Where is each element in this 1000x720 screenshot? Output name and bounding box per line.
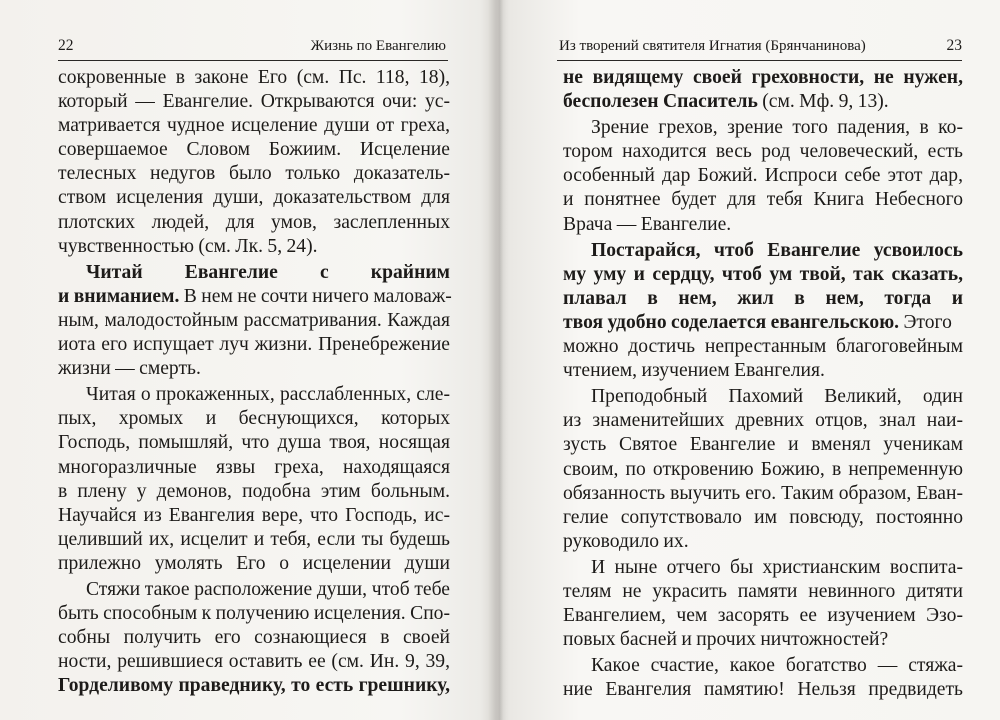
text-line: из знаменитейших древних отцов, знал наи-	[563, 410, 963, 432]
text-line-bold: му уму и сердцу, чтоб ум твой, так сказать,	[563, 263, 963, 285]
text-line: совершаемое Словом Божиим. Исцеление	[58, 139, 450, 161]
text-line: пых, хромых и беснующихся, которых	[58, 408, 450, 430]
text-span: Этого	[899, 311, 952, 333]
text-line: гелие сопутствовало им повсюду, постоянно	[563, 506, 963, 528]
text-line: ние Евангелия памятию! Нельзя предвидеть	[563, 679, 963, 701]
text-line-bold: плавал в нем, жил в нем, тогда и	[563, 287, 963, 309]
text-line: матривается чудное исцеление души от греха,	[58, 115, 450, 137]
bold-phrase: твоя удобно соделается евангельскою.	[563, 311, 900, 333]
text-line-mixed	[563, 311, 963, 335]
page-number: 23	[946, 37, 962, 54]
text-line: чтением, изучением Евангелия.	[563, 360, 825, 382]
text-line: и понятнее будет для тебя Книга Небесного	[563, 189, 963, 211]
text-line: который — Евангелие. Открываются очи: ус-	[58, 91, 450, 113]
text-line: Какое счастие, какое богатство — стяжа-	[591, 655, 963, 677]
page-number: 22	[58, 37, 74, 54]
text-line: в плену у демонов, подобна этим больным.	[58, 480, 450, 502]
left-page-text	[58, 66, 450, 698]
text-line: многоразличные язвы греха, находящаяся	[58, 456, 450, 478]
text-line: тором находится весь род человеческий, есть	[563, 141, 963, 163]
text-line-bold: не видящему своей греховности, не нужен,	[563, 67, 963, 88]
text-line: особенный дар Божий. Испроси себе этот дар,	[563, 165, 963, 187]
right-page-header	[557, 32, 962, 61]
text-line: плотских людей, для умов, заслепленных	[58, 211, 450, 233]
text-line: целивший их, исцелит и тебя, если ты будешь	[58, 528, 450, 550]
running-title: Жизнь по Евангелию	[310, 38, 446, 54]
text-line: повых басней и прочих ничтожностей?	[563, 629, 889, 651]
text-line: своим, по откровению Божию, в непременную	[563, 458, 963, 480]
text-line: Зрение грехов, зрение того падения, в ко-	[591, 117, 963, 139]
text-line: Преподобный Пахомий Великий, один	[591, 386, 963, 408]
text-line: чувственностью (см. Лк. 5, 24).	[58, 235, 318, 257]
text-line: жизни — смерть.	[58, 358, 201, 380]
text-span: В нем не сочти ничего маловаж-	[179, 285, 452, 307]
right-page-text	[563, 66, 963, 702]
text-line: Читая о прокаженных, расслабленных, сле-	[86, 384, 450, 406]
text-line: зусть Святое Евангелие и вменял ученикам	[563, 434, 963, 456]
text-line-mixed	[58, 285, 450, 309]
text-line-mixed	[563, 90, 963, 114]
text-span: (см. Мф. 9, 13).	[757, 91, 889, 113]
text-line: прилежно умолять Его о исцелении души	[58, 552, 450, 574]
text-line: собны получить его сознающиеся в своей	[58, 627, 450, 649]
text-line-bold: Читай Евангелие с крайним	[86, 261, 450, 283]
running-title: Из творений святителя Игнатия (Брянчанинова)	[559, 38, 866, 54]
text-line: ным, малодостойным рассматривания. Каждая	[58, 309, 450, 331]
text-line: Стяжи такое расположение души, чтоб тебе	[86, 578, 450, 600]
text-line: Евангелием, чем засорять ее изучением Эзо-	[563, 605, 963, 627]
bold-phrase: и вниманием.	[58, 285, 180, 307]
text-line: ности, решившиеся оставить ее (см. Ин. 9, 39,	[58, 651, 450, 673]
text-line-bold: Горделивому праведнику, то есть грешнику,	[58, 675, 450, 697]
text-line: телесных недугов было только доказатель-	[58, 163, 450, 185]
text-line: Научайся из Евангелия вере, что Господь, ис-	[58, 504, 450, 526]
left-page-header	[58, 32, 448, 61]
text-line: можно достичь непрестанным благоговейным	[563, 336, 963, 358]
text-line: обязанность выучить его. Таким образом, Еван-	[563, 482, 963, 504]
right-page	[505, 0, 1000, 720]
text-line: телям не украсить памяти невинного дитяти	[563, 580, 963, 602]
text-line: иота его испущает луч жизни. Пренебрежение	[58, 334, 450, 356]
left-page	[0, 0, 495, 720]
text-line: Господь, помышляй, что душа твоя, носящая	[58, 432, 450, 454]
text-line-bold: Постарайся, чтоб Евангелие усвоилось	[591, 239, 963, 261]
text-line: И ныне отчего бы христианским воспита-	[591, 556, 963, 578]
text-line: быть способным к получению исцеления. Спо-	[58, 603, 450, 625]
text-line: руководило их.	[563, 530, 689, 552]
text-line: Врача — Евангелие.	[563, 213, 732, 235]
text-line: сокровенные в законе Его (см. Пс. 118, 18),	[58, 67, 450, 88]
text-line: ством исцеления души, доказательством для	[58, 187, 450, 209]
bold-phrase: бесполезен Спаситель	[563, 91, 758, 113]
